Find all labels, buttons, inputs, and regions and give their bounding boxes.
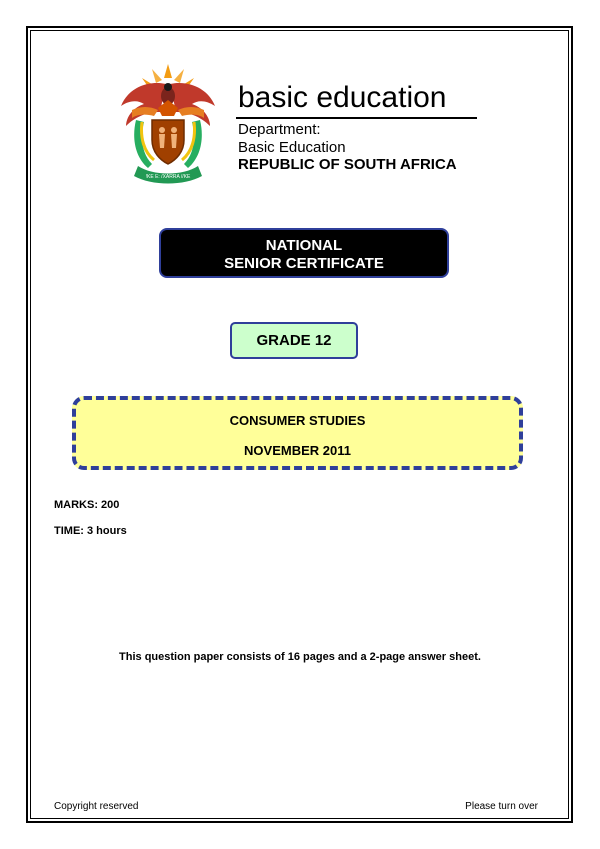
paper-composition-note: This question paper consists of 16 pages and a 2-page answer sheet. — [119, 651, 481, 663]
subject-panel — [72, 396, 523, 470]
copyright-notice: Copyright reserved — [54, 801, 139, 812]
shield — [152, 120, 184, 164]
crest-motto: !KE E: /XARRA //KE — [145, 174, 191, 180]
department-label: Department: — [238, 121, 321, 138]
grade-badge: GRADE 12 — [230, 322, 358, 359]
coat-of-arms-icon — [118, 60, 218, 188]
exam-session: NOVEMBER 2011 — [244, 443, 351, 458]
certificate-line-2: SENIOR CERTIFICATE — [224, 255, 384, 272]
brand-divider — [236, 117, 477, 119]
subject-title: CONSUMER STUDIES — [229, 413, 366, 428]
time-line: TIME: 3 hours — [54, 525, 127, 537]
country-name: REPUBLIC OF SOUTH AFRICA — [238, 156, 457, 173]
turn-over-notice: Please turn over — [465, 801, 538, 812]
certificate-banner — [159, 228, 449, 278]
brand-title: basic education — [238, 81, 447, 114]
department-name: Basic Education — [238, 139, 346, 156]
certificate-line-1: NATIONAL — [265, 237, 343, 254]
marks-line: MARKS: 200 — [54, 499, 120, 511]
